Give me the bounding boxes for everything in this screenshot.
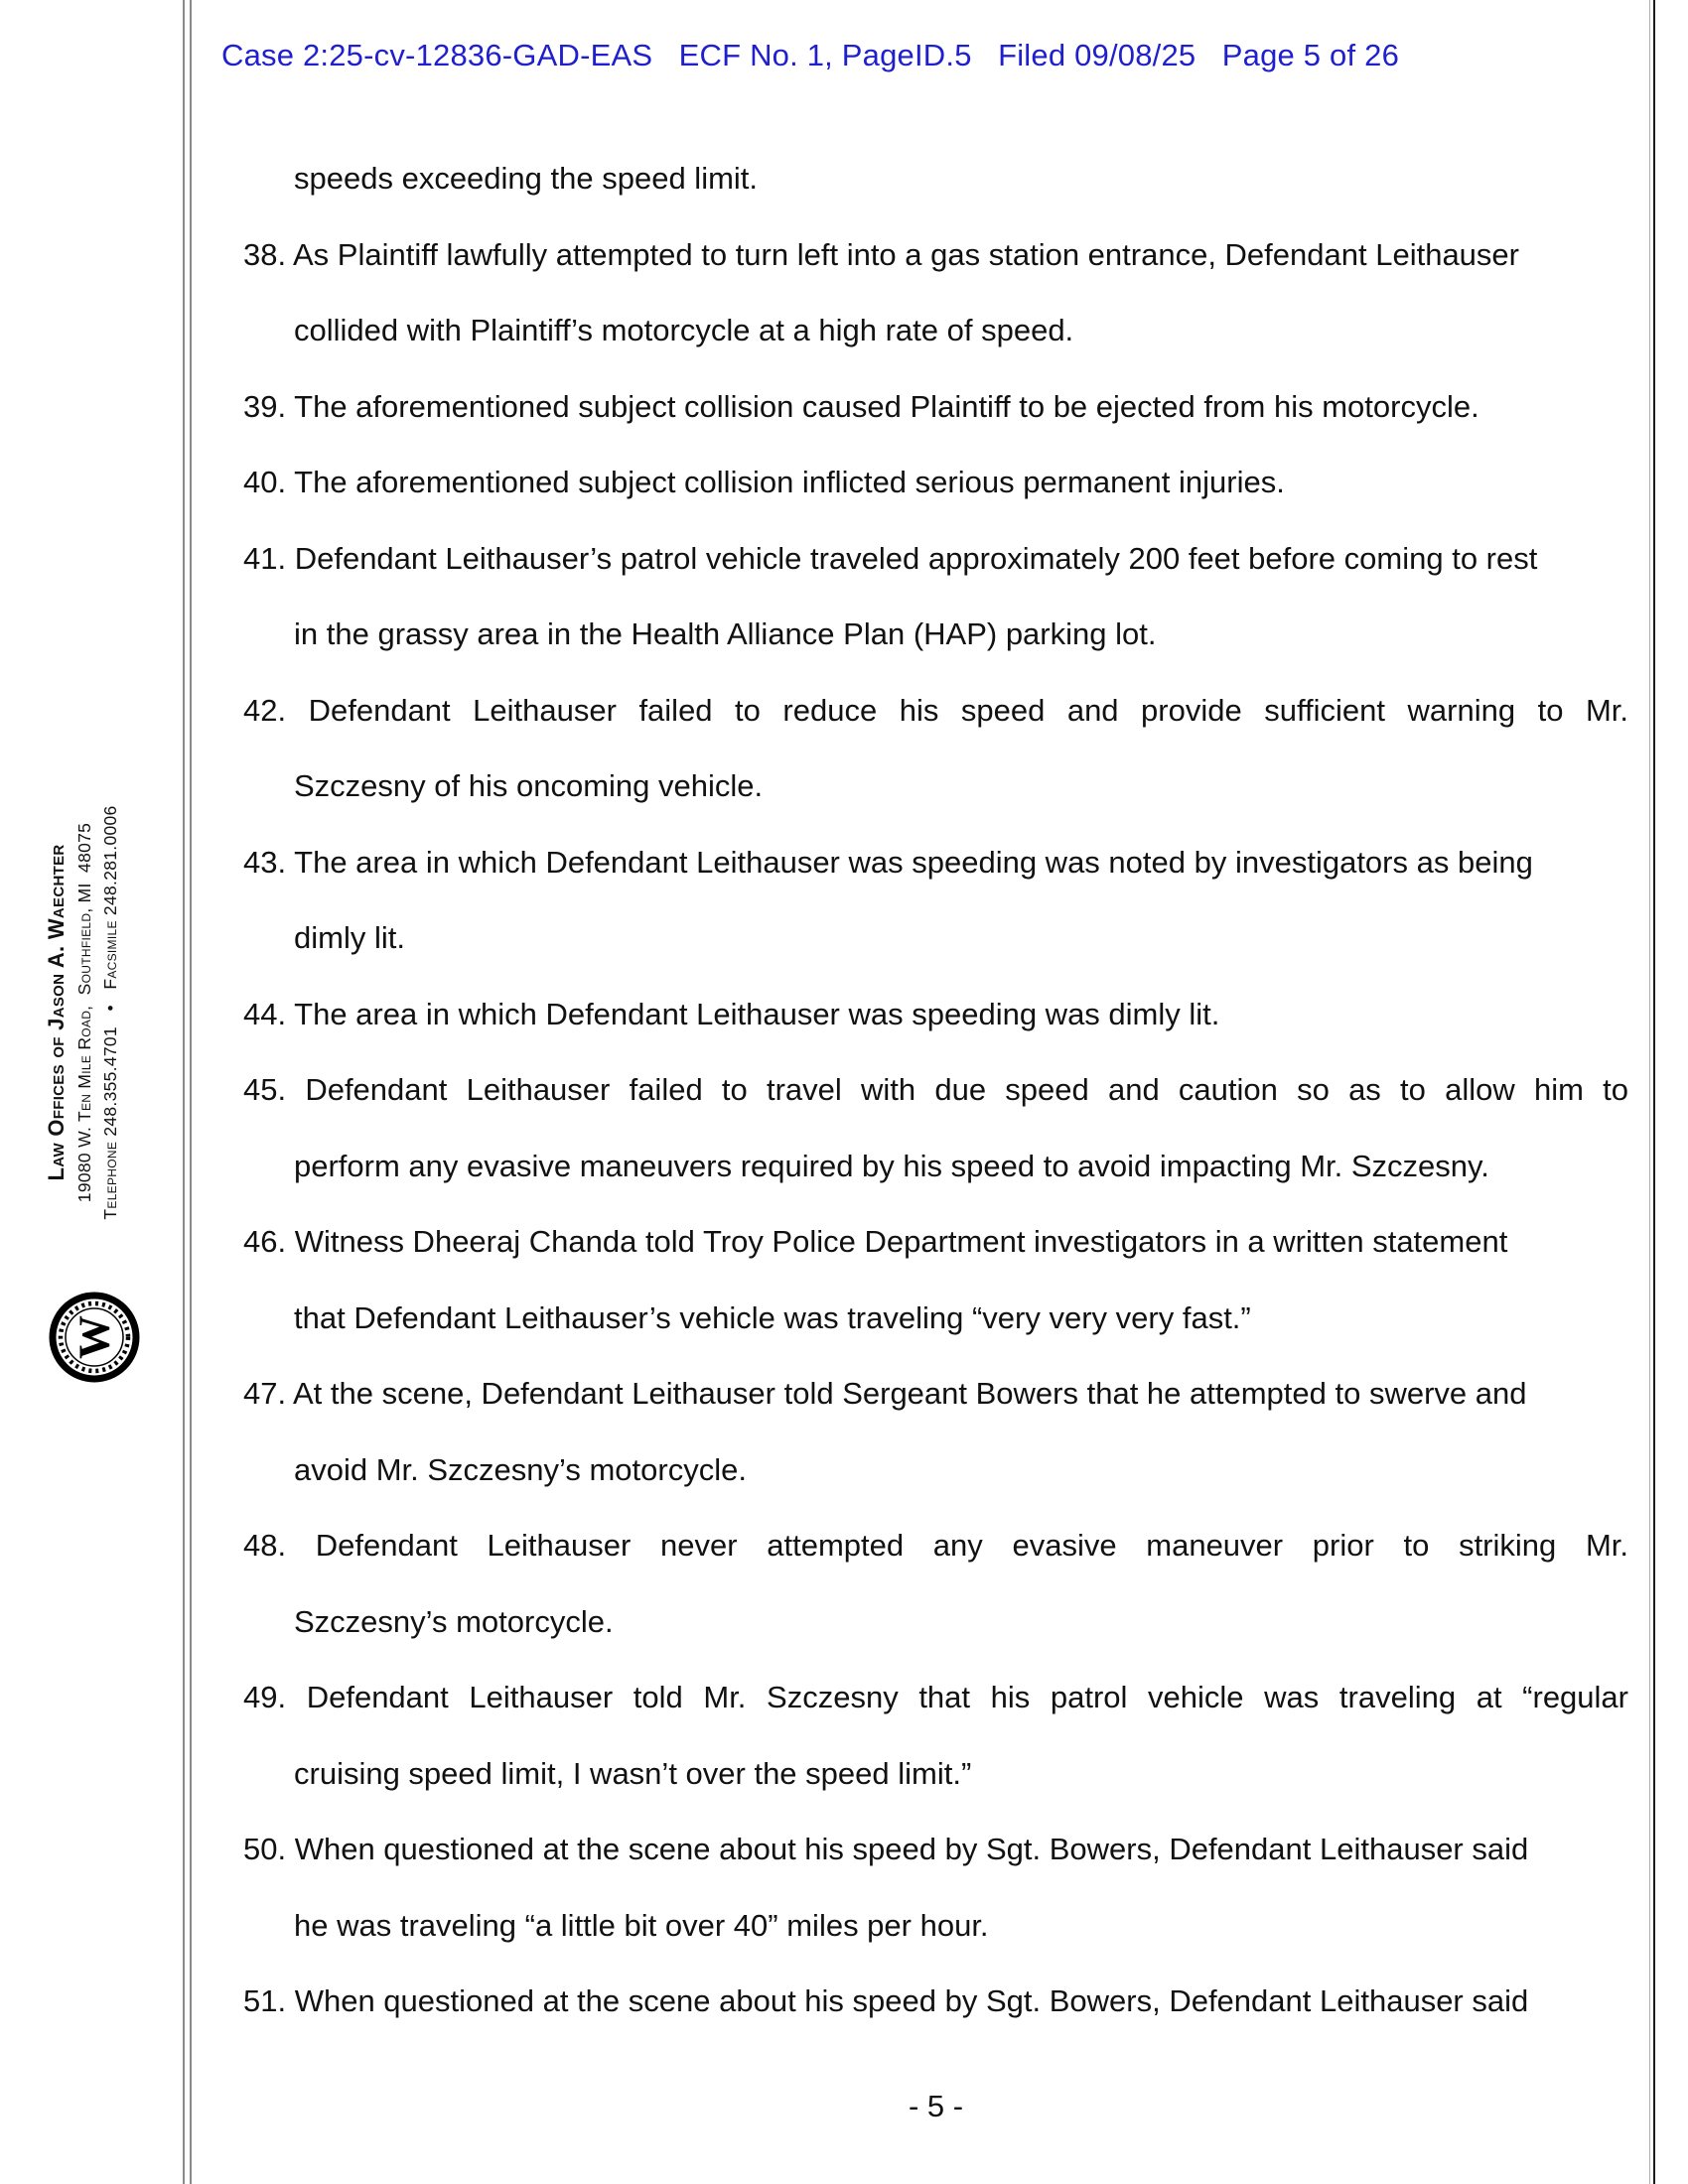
ecf-header-stamp: Case 2:25-cv-12836-GAD-EAS ECF No. 1, PageID.5 Filed 09/08/25 Page 5 of 26 [221,38,1400,72]
paragraph-line-43: 43. The area in which Defendant Leithauser was speeding was noted by investigators as being [243,844,1533,880]
left-margin-rule-inner [190,0,192,2184]
paragraph-line-39: 39. The aforementioned subject collision caused Plaintiff to be ejected from his motorcycle. [243,388,1479,424]
paragraph-line-45: 45. Defendant Leithauser failed to travel with due speed and caution so as to allow him to [243,1072,1628,1107]
paragraph-line-47: 47. At the scene, Defendant Leithauser told Sergeant Bowers that he attempted to swerve and [243,1376,1527,1411]
paragraph-line: that Defendant Leithauser’s vehicle was traveling “very very very fast.” [294,1299,1251,1335]
paragraph-line-51: 51. When questioned at the scene about his speed by Sgt. Bowers, Defendant Leithauser said [243,1983,1529,2018]
page-number-footer: - 5 - [908,2089,964,2123]
law-firm-sidebar [42,754,141,1271]
paragraph-line: Szczesny’s motorcycle. [294,1603,614,1639]
paragraph-line: avoid Mr. Szczesny’s motorcycle. [294,1451,747,1487]
paragraph-line: he was traveling “a little bit over 40” miles per hour. [294,1907,989,1943]
paragraph-line: cruising speed limit, I wasn’t over the speed limit.” [294,1755,972,1791]
paragraph-line: dimly lit. [294,920,405,955]
paragraph-line-48: 48. Defendant Leithauser never attempted any evasive maneuver prior to striking Mr. [243,1528,1628,1563]
paragraph-line: perform any evasive maneuvers required by his speed to avoid impacting Mr. Szczesny. [294,1148,1489,1183]
paragraph-line: Szczesny of his oncoming vehicle. [294,768,764,803]
paragraph-line-41: 41. Defendant Leithauser’s patrol vehicle traveled approximately 200 feet before coming to rest [243,540,1538,576]
body-lines [243,141,1628,2040]
waechter-w-seal-icon [48,1291,141,1384]
law-firm-phone-fax: Telephone 248.355.4701 • Facsimile 248.281.0006 [100,805,120,1220]
paragraph-line-46: 46. Witness Dheeraj Chanda told Troy Police Department investigators in a written statement [243,1224,1508,1259]
right-margin-rule-inner [1653,0,1655,2184]
paragraph-line-38: 38. As Plaintiff lawfully attempted to turn left into a gas station entrance, Defendant Leithauser [243,236,1519,272]
paragraph-line: collided with Plaintiff’s motorcycle at a high rate of speed. [294,313,1074,347]
paragraph-line: speeds exceeding the speed limit. [294,161,759,196]
paragraph-line-42: 42. Defendant Leithauser failed to reduce his speed and provide sufficient warning to Mr. [243,692,1628,728]
paragraph-line: in the grassy area in the Health Alliance Plan (HAP) parking lot. [294,616,1157,651]
paragraph-line-40: 40. The aforementioned subject collision inflicted serious permanent injuries. [243,465,1285,499]
law-firm-address: 19080 W. Ten Mile Road, Southfield, MI 48075 [74,822,94,1203]
paragraph-line-44: 44. The area in which Defendant Leithauser was speeding was dimly lit. [243,996,1220,1031]
paragraph-line-50: 50. When questioned at the scene about his speed by Sgt. Bowers, Defendant Leithauser said [243,1832,1529,1866]
right-margin-rule-outer [1649,0,1650,2184]
paragraph-line-49: 49. Defendant Leithauser told Mr. Szczesny that his patrol vehicle was traveling at “regular [243,1680,1628,1714]
law-firm-name: Law Offices of Jason A. Waechter [44,844,69,1181]
seal-monogram: W [70,1315,119,1359]
left-margin-rule-outer [183,0,185,2184]
